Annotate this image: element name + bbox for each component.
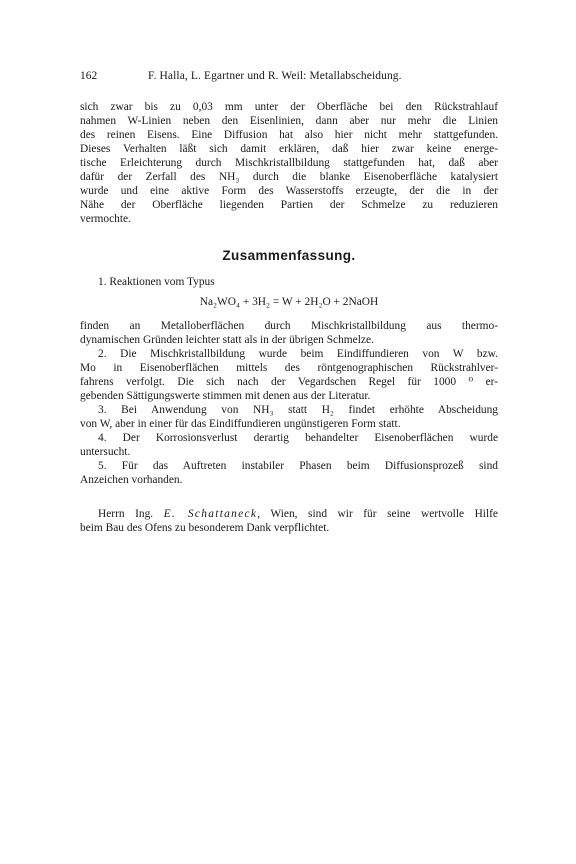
text-line <box>80 507 498 521</box>
text-line: tische Erleichterung durch Mischkristallbildung stattgefunden hat, daß aber <box>80 157 498 169</box>
spacer <box>80 487 498 507</box>
text-line: beim Bau des Ofens zu besonderem Dank verpflichtet. <box>80 522 330 534</box>
ack-name: E. Schattaneck <box>163 508 258 520</box>
summary-item-5 <box>80 459 498 487</box>
text-line: 3. Bei Anwendung von NH₃ statt H₂ findet erhöhte Abscheidung <box>98 404 498 416</box>
reaction-formula: Na₂WO₄ + 3H₂ = W + 2H₂O + 2NaOH <box>199 296 379 308</box>
ack-line1-rest: , Wien, sind wir für seine wertvolle Hilfe <box>257 508 498 520</box>
acknowledgement-paragraph <box>80 507 498 535</box>
text-line: finden an Metalloberflächen durch Mischkristallbildung aus thermo- <box>80 320 498 332</box>
running-header <box>80 70 498 100</box>
text-line: Anzeichen vorhanden. <box>80 474 183 486</box>
summary-item-4 <box>80 431 498 459</box>
text-line: Nähe der Oberfläche liegenden Partien der Schmelze zu reduzieren <box>80 199 498 211</box>
text-line: wurde und eine aktive Form des Wasserstoffs erzeugte, der die in der <box>80 185 498 197</box>
text-line: 5. Für das Auftreten instabiler Phasen beim Diffusionsprozeß sind <box>98 460 498 472</box>
text-line: gebenden Sättigungswerte stimmen mit denen aus der Literatur. <box>80 390 371 402</box>
text-line: fahrens verfolgt. Die sich nach der Vegardschen Regel für 1000 ⁰ er- <box>80 376 498 388</box>
text-line: nahmen W-Linien neben den Eisenlinien, dann aber nur mehr die Linien <box>80 115 498 127</box>
text-line: vermochte. <box>80 213 131 225</box>
text-line: 4. Der Korrosionsverlust derartig behandelter Eisenoberflächen wurde <box>98 432 498 444</box>
page <box>80 70 498 535</box>
summary-item-3 <box>80 403 498 431</box>
section-heading: Zusammenfassung. <box>222 248 356 263</box>
text-line: untersucht. <box>80 446 131 458</box>
text-line: sich zwar bis zu 0,03 mm unter der Oberfläche bei den Rückstrahlauf <box>80 101 498 113</box>
summary-item-1 <box>80 319 498 347</box>
text-line: dynamischen Gründen leichter statt als in der übrigen Schmelze. <box>80 334 374 346</box>
ack-prefix: Herrn Ing. <box>98 508 164 520</box>
summary-item-2 <box>80 347 498 403</box>
text-line: 2. Die Mischkristallbildung wurde beim Eindiffundieren von W bzw. <box>98 348 498 360</box>
summary-item-1-head: 1. Reaktionen vom Typus <box>98 276 215 288</box>
text-line: Mo in Eisenoberflächen mittels des röntgenographischen Rückstrahlver- <box>80 362 498 374</box>
text-line: des reinen Eisens. Eine Diffusion hat also hier nicht mehr stattgefunden. <box>80 129 498 141</box>
text-line: dafür der Zerfall des NH₃ durch die blanke Eisenoberfläche katalysiert <box>80 171 498 183</box>
text-line: von W, aber in einer für das Eindiffundieren ungünstigeren Form statt. <box>80 418 401 430</box>
page-number: 162 <box>80 70 98 82</box>
continuation-paragraph <box>80 100 498 226</box>
running-title: F. Halla, L. Egartner und R. Weil: Metallabscheidung. <box>148 70 402 82</box>
text-line: Dieses Verhalten läßt sich damit erklären, daß hier zwar keine energe- <box>80 143 498 155</box>
